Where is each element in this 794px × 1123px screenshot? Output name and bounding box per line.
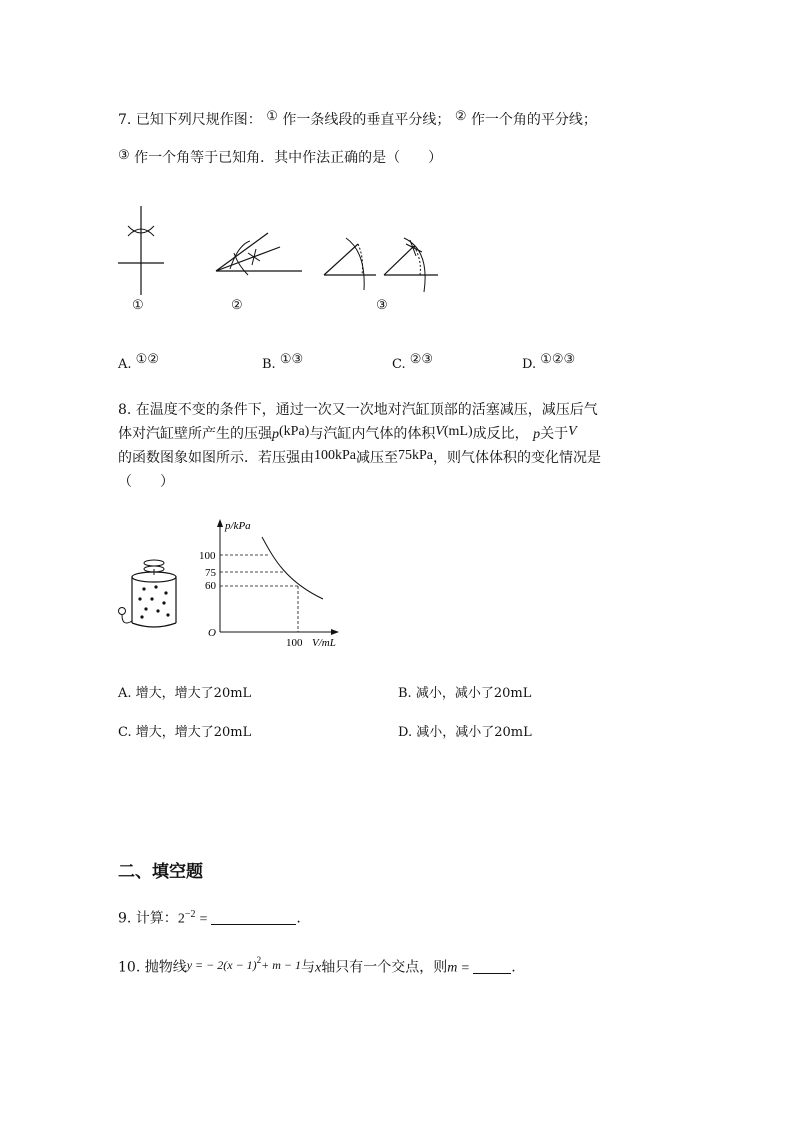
q7-figure-label-3: ③	[376, 298, 388, 313]
x-tick-100: 100	[286, 637, 303, 649]
q8-stem-3c: ，则气体体积的变化情况是	[433, 450, 601, 466]
q8-option-b-text: 减小，减小了20mL	[415, 686, 532, 701]
y-tick-100: 100	[199, 550, 216, 562]
q9-exponent: −2	[184, 909, 196, 920]
q8-stem-line3	[118, 448, 601, 469]
q7-number: 7.	[118, 112, 132, 128]
q8-stem-3a: 的函数图象如图所示．若压强由	[118, 450, 314, 466]
q8-value-75kpa: 75kPa	[398, 448, 433, 463]
q10-x: x	[315, 960, 322, 976]
cylinder-illustration	[116, 555, 186, 635]
q7-figure-label-1: ①	[132, 298, 144, 313]
q7-figure-label-2: ②	[231, 298, 243, 313]
q8-stem-2d: 关于	[540, 426, 569, 442]
q7-circle-2: ②	[454, 109, 467, 124]
q7-stem-a: 已知下列尺规作图：	[135, 112, 262, 128]
q7-option-a[interactable]	[118, 352, 159, 372]
origin-label: O	[208, 627, 216, 639]
q7-option-d-text: ①②③	[540, 352, 576, 367]
q7-option-c-text: ②③	[409, 352, 434, 367]
q10-square: 2	[256, 955, 262, 965]
q10-mid: 与	[301, 959, 316, 976]
q10-formula-tail: + m − 1	[261, 957, 302, 972]
q10-prefix: 10. 抛物线	[118, 959, 187, 976]
x-axis-arrow	[331, 629, 339, 635]
q8-option-a[interactable]	[118, 682, 251, 701]
q8-stem-2a: 体对汽缸壁所产生的压强	[118, 426, 272, 442]
q7-stem-line1	[118, 110, 597, 131]
x-axis-label: V/mL	[312, 637, 336, 649]
inverse-curve	[262, 537, 323, 599]
q8-stem-line2	[118, 424, 577, 445]
q8-v-symbol-2: V	[568, 424, 577, 439]
q8-option-d-text: 减小，减小了20mL	[416, 725, 532, 740]
q7-option-d-letter: D.	[522, 357, 537, 372]
q9-answer-blank[interactable]	[211, 910, 296, 925]
q10-mid2: 轴只有一个交点，则	[321, 959, 448, 976]
q8-stem-line1: 8. 在温度不变的条件下，通过一次又一次地对汽缸顶部的活塞减压，减压后气	[118, 402, 598, 418]
q8-option-b[interactable]	[398, 682, 531, 701]
q7-stem-b: 作一条线段的垂直平分线；	[282, 112, 451, 128]
q7-option-b[interactable]	[262, 352, 304, 372]
q8-p-symbol: p	[272, 427, 279, 442]
y-tick-75: 75	[205, 567, 216, 579]
q10-answer-blank[interactable]	[473, 959, 511, 974]
q9-base: 2	[177, 911, 185, 927]
q7-figure-2	[210, 225, 310, 285]
pressure-volume-graph	[195, 515, 355, 650]
q7-circle-1: ①	[266, 109, 278, 124]
q7-option-b-letter: B.	[262, 357, 276, 372]
q8-stem-2c: 成反比，	[472, 426, 529, 442]
q8-option-d[interactable]	[398, 721, 532, 740]
q8-stem-3b: 减压至	[356, 450, 398, 466]
q7-figure-3	[318, 232, 448, 297]
y-tick-60: 60	[205, 580, 216, 592]
q8-option-c-text: 增大，增大了20mL	[135, 725, 252, 740]
q7-option-c-letter: C.	[392, 357, 406, 372]
q10-equals: =	[461, 960, 470, 976]
q7-option-a-text: ①②	[135, 352, 159, 367]
q7-figure-1	[116, 200, 176, 300]
q8-stem-2b: 与汽缸内气体的体积	[309, 426, 436, 442]
q7-option-b-text: ①③	[279, 352, 304, 367]
q10-m: m	[447, 960, 458, 976]
q8-stem-line4: （ ）	[118, 474, 174, 490]
y-axis-arrow	[217, 519, 223, 527]
q8-option-c[interactable]	[118, 721, 251, 740]
q9-end: .	[296, 910, 301, 927]
q9-equals: =	[199, 911, 208, 927]
q9-prefix: 9. 计算：	[118, 910, 178, 927]
q8-option-a-letter: A.	[118, 686, 132, 701]
y-axis-label: p/kPa	[225, 520, 251, 532]
q8-option-b-letter: B.	[398, 686, 412, 701]
q7-stem-line2	[118, 148, 442, 169]
q8-p-symbol-2: p	[533, 427, 541, 442]
q10-end: .	[511, 959, 516, 976]
q10-line	[118, 953, 516, 979]
q7-option-a-letter: A.	[118, 357, 132, 372]
q7-stem-c: 作一个角的平分线；	[470, 112, 597, 128]
q7-circle-3: ③	[118, 148, 130, 163]
q8-v-symbol: V	[435, 424, 444, 439]
q8-option-a-text: 增大，增大了20mL	[135, 686, 252, 701]
q7-option-d[interactable]	[522, 352, 576, 372]
q8-ml-unit: (mL)	[443, 424, 473, 439]
section-title: 二、填空题	[118, 862, 203, 882]
q7-stem-line2-text: 作一个角等于已知角．其中作法正确的是（ ）	[134, 150, 443, 166]
q8-value-100kpa: 100kPa	[314, 448, 356, 463]
q8-option-d-letter: D.	[398, 725, 413, 740]
q8-option-c-letter: C.	[118, 725, 132, 740]
q8-kpa-unit: (kPa)	[279, 424, 310, 439]
q10-formula: y = − 2(x − 1)	[186, 957, 257, 972]
q9-line	[118, 905, 301, 930]
q7-option-c[interactable]	[392, 352, 434, 372]
